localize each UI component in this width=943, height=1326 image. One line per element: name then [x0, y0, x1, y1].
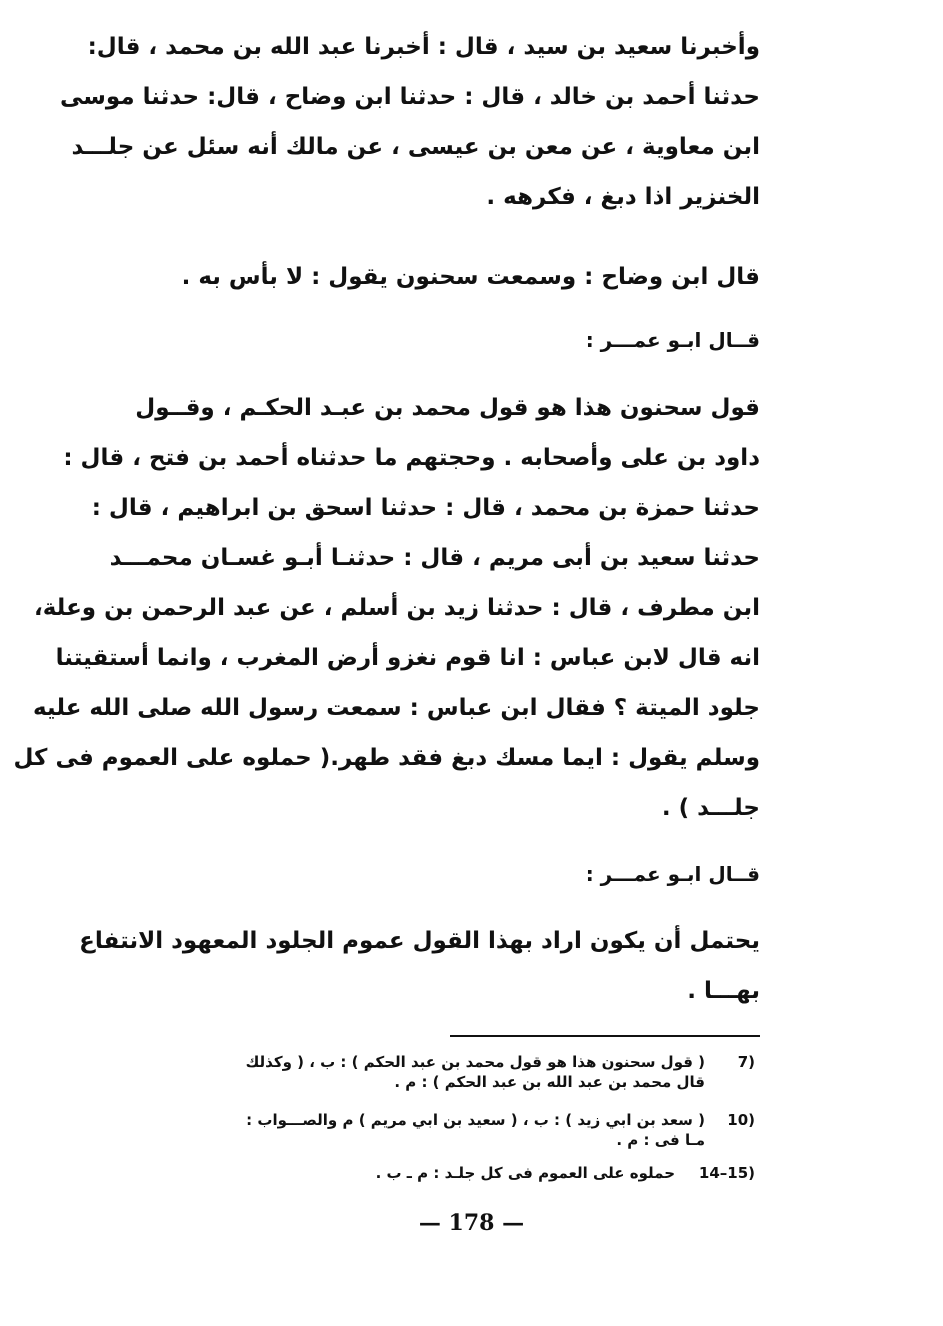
footnote-number: 14–15) — [698, 1164, 755, 1182]
text-line: وسلم يقول : ايما مسك دبغ فقد طهر.( حملوه على العموم فى كل — [13, 745, 760, 771]
page-number: — 178 — — [418, 1210, 525, 1236]
text-line: جلـــد ) . — [661, 795, 760, 821]
text-line: ابن معاوية ، عن معن بن عيسى ، عن مالك أنه سئل عن جلـــد — [71, 134, 760, 160]
text-line: قول سحنون هذا هو قول محمد بن عبـد الحكـم ، وقــول — [135, 395, 760, 421]
footnote — [100, 1163, 755, 1183]
text-line: انه قال لابن عباس : انا قوم نغزو أرض المغرب ، وانما أستقيتنا — [55, 645, 760, 671]
text-line: حدثنا أحمد بن خالد ، قال : حدثنا ابن وضاح ، قال: حدثنا موسى — [60, 84, 760, 110]
paragraph-chain-of-narration — [60, 22, 760, 222]
text-line: الخنزير اذا دبغ ، فكرهه . — [486, 184, 760, 210]
footnote — [100, 1110, 755, 1150]
text-line: بهـــا . — [687, 978, 760, 1004]
footnote-divider — [450, 1035, 760, 1037]
heading-abu-umar: قــال ابـو عمـــر : — [585, 328, 760, 352]
text-line: حدثنا سعيد بن أبى مريم ، قال : حدثنـا أبـو غسـان محمـــد — [109, 545, 760, 571]
section-heading — [100, 856, 760, 892]
text-line: حدثنا حمزة بن محمد ، قال : حدثنا اسحق بن ابراهيم ، قال : — [91, 495, 760, 521]
footnote-number: 10) — [727, 1111, 755, 1129]
footnote-text: ( سعد بن ابي زيد ) : ب ، ( سعيد بن ابي مريم ) م والصـــواب : — [246, 1111, 705, 1129]
heading-abu-umar: قــال ابـو عمـــر : — [585, 862, 760, 886]
text-line: وأخبرنا سعيد بن سيد ، قال : أخبرنا عبد الله بن محمد ، قال: — [87, 34, 760, 60]
text-line: جلود الميتة ؟ فقال ابن عباس : سمعت رسول الله صلى الله عليه — [32, 695, 760, 721]
footnote-text: قال محمد بن عبد الله بن عبد الحكم ) : م . — [394, 1073, 705, 1091]
text-line: داود بن على وأصحابه . وحجتهم ما حدثناه أحمد بن فتح ، قال : — [63, 445, 760, 471]
text-line: قال ابن وضاح : وسمعت سحنون يقول : لا بأس به . — [181, 264, 760, 290]
paragraph-interpretation — [79, 916, 760, 1016]
footnote — [100, 1052, 755, 1092]
text-line: ابن مطرف ، قال : حدثنا زيد بن أسلم ، عن عبد الرحمن بن وعلة، — [34, 595, 760, 621]
text-line: يحتمل أن يكون اراد بهذا القول عموم الجلود المعهود الانتفاع — [79, 928, 760, 954]
footnote-number: 7) — [737, 1053, 755, 1071]
section-heading — [100, 322, 760, 358]
footnote-text: ( قول سحنون هذا هو قول محمد بن عبد الحكم ) : ب ، ( وكذلك — [245, 1053, 705, 1071]
footnote-text: مـا فى : م . — [616, 1131, 705, 1149]
paragraph-ibn-waddah — [100, 252, 760, 302]
paragraph-sahnun-opinion — [13, 383, 760, 833]
footnote-text: حملوه على العموم فى كل جلـد : م ـ ب . — [375, 1164, 675, 1182]
